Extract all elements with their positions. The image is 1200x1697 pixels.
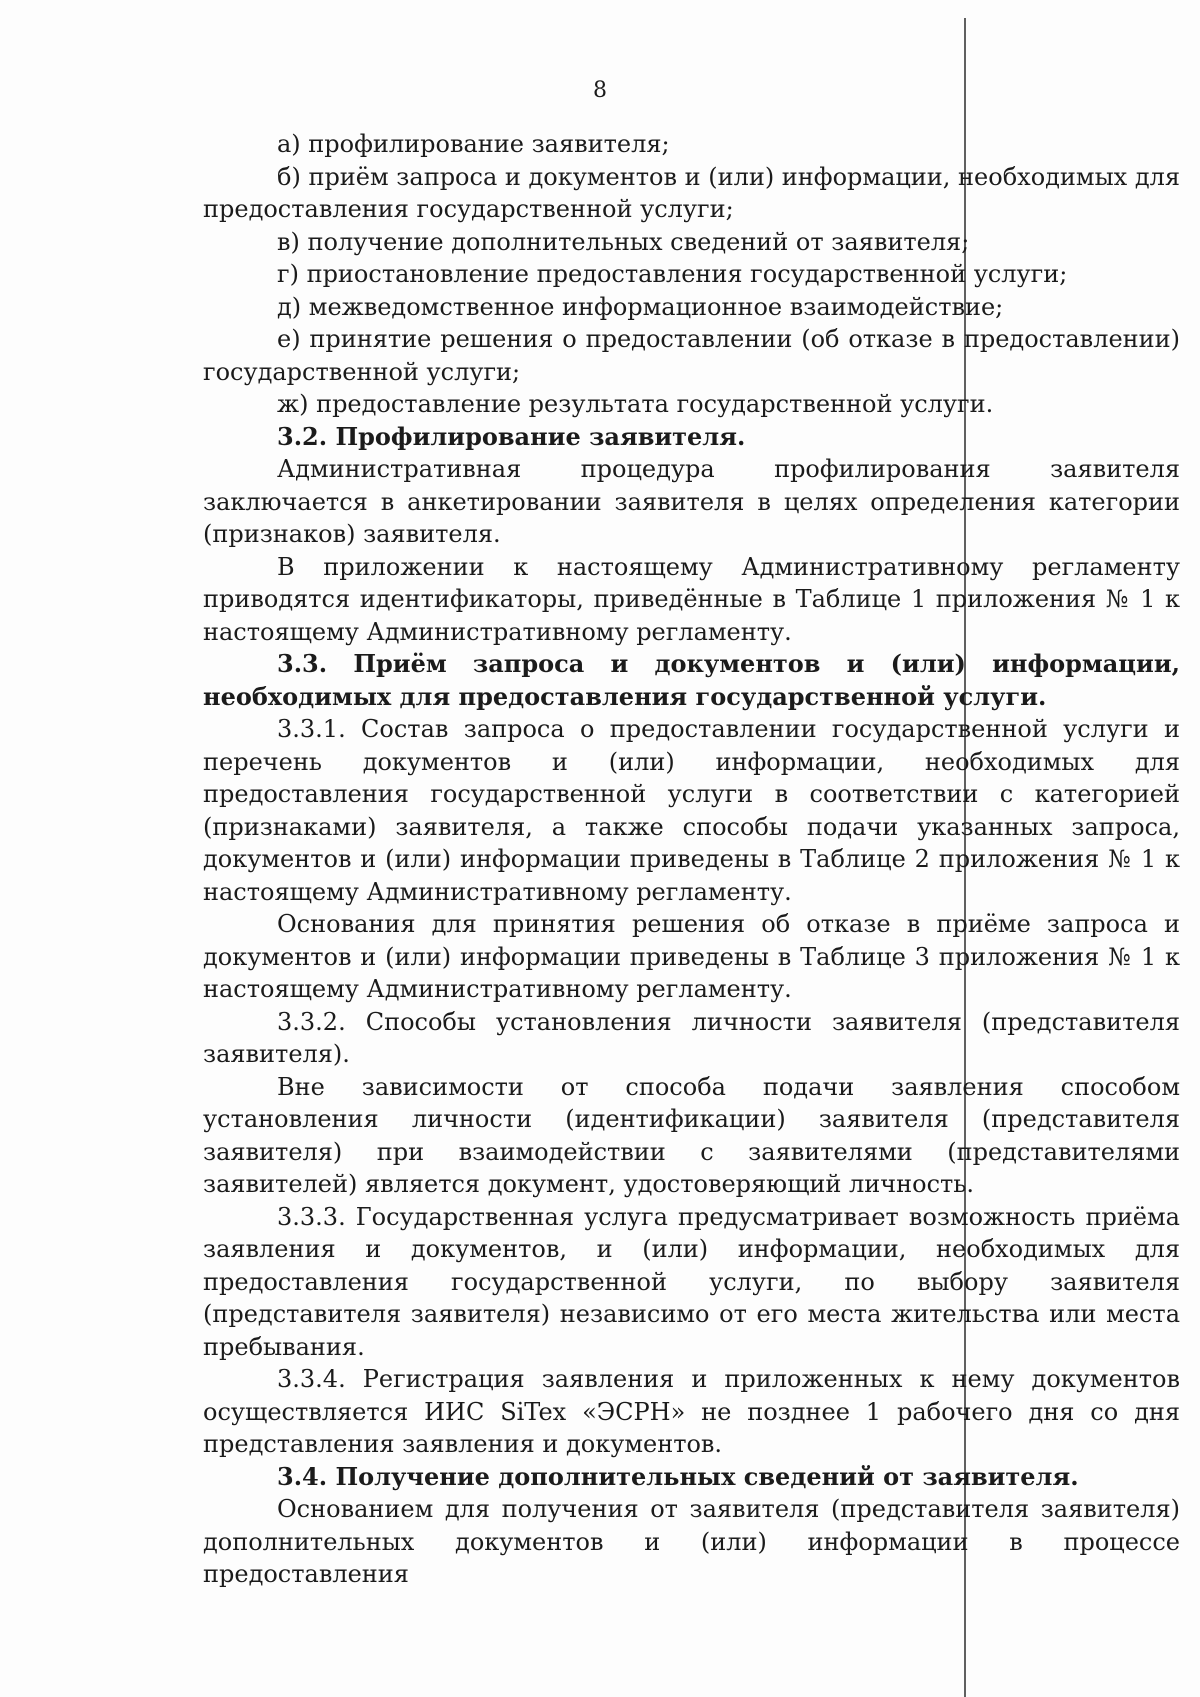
document-body	[203, 128, 1180, 1591]
section-heading-3-2: 3.2. Профилирование заявителя.	[277, 421, 746, 451]
list-item-g: г) приостановление предоставления государственной услуги;	[277, 260, 1068, 288]
list-item-e: е) принятие решения о предоставлении (об отказе в предоставлении) государственной услуги;	[203, 325, 1180, 386]
paragraph: 3.3.4. Регистрация заявления и приложенных к нему документов осуществляется ИИС SiTex «ЭСРН» не позднее 1 рабочего дня со дня представления заявления и документов.	[203, 1365, 1180, 1458]
list-item-zh: ж) предоставление результата государственной услуги.	[277, 390, 994, 418]
section-heading-3-4: 3.4. Получение дополнительных сведений от заявителя.	[277, 1461, 1079, 1491]
section-heading-3-3: 3.3. Приём запроса и документов и (или) информации, необходимых для предоставления государственной услуги.	[203, 649, 1180, 711]
paragraph: Административная процедура профилирования заявителя заключается в анкетировании заявителя в целях определения категории (признаков) заявителя.	[203, 455, 1180, 548]
list-item-v: в) получение дополнительных сведений от заявителя;	[277, 227, 970, 256]
paragraph: 3.3.1. Состав запроса о предоставлении государственной услуги и перечень документов и (или) информации, необходимых для предоставления государственной услуги в соответствии с категорией (признаками) заявителя, а также способы подачи указанных запроса, документов и (или) информации приведены в Таблице 2 приложения № 1 к настоящему Административному регламенту.	[203, 715, 1180, 906]
paragraph: Вне зависимости от способа подачи заявления способом установления личности (идентификации) заявителя (представителя заявителя) при взаимодействии с заявителями (представителями заявителей) является документ, удостоверяющий личность.	[203, 1072, 1180, 1198]
list-item-b: б) приём запроса и документов и (или) информации, необходимых для предоставления государственной услуги;	[203, 162, 1181, 223]
list-item-d: д) межведомственное информационное взаимодействие;	[277, 292, 1004, 321]
paragraph: В приложении к настоящему Административному регламенту приводятся идентификаторы, приведённые в Таблице 1 приложения № 1 к настоящему Административному регламенту.	[203, 552, 1180, 646]
paragraph: 3.3.3. Государственная услуга предусматривает возможность приёма заявления и документов, и (или) информации, необходимых для предоставления государственной услуги, по выбору заявителя (представителя заявителя) независимо от его места жительства или места пребывания.	[203, 1202, 1180, 1361]
list-item-a: а) профилирование заявителя;	[277, 130, 670, 158]
paragraph: Основанием для получения от заявителя (представителя заявителя) дополнительных документов и (или) информации в процессе предоставления	[203, 1495, 1180, 1588]
paragraph: 3.3.2. Способы установления личности заявителя (представителя заявителя).	[203, 1007, 1180, 1068]
page-number: 8	[593, 78, 607, 103]
paragraph: Основания для принятия решения об отказе в приёме запроса и документов и (или) информации приведены в Таблице 3 приложения № 1 к настоящему Административному регламенту.	[203, 910, 1180, 1003]
